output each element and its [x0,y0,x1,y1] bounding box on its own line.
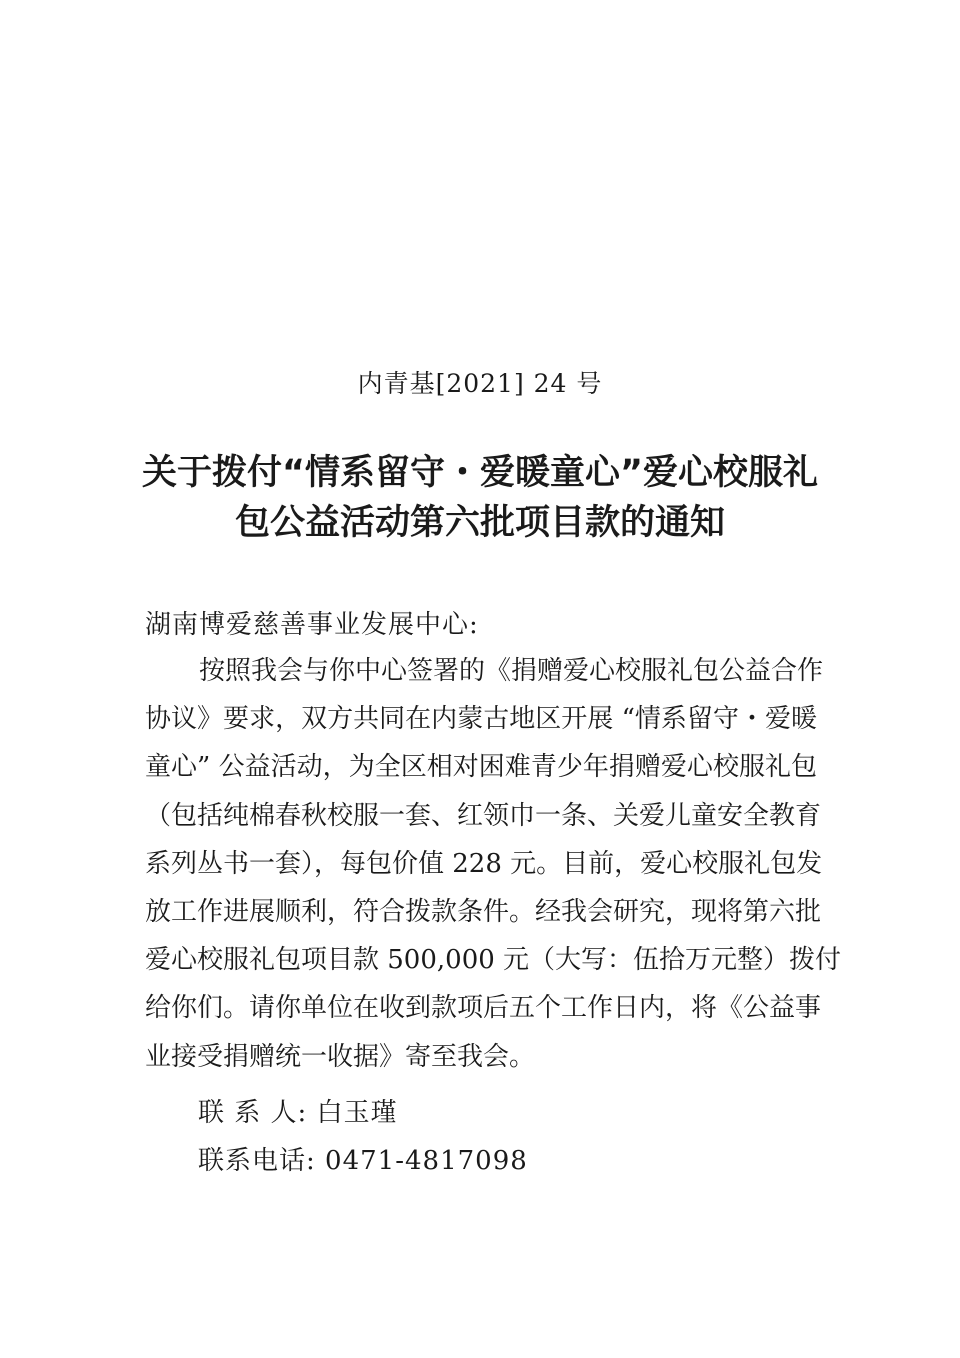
body-line-2: 协议》要求，双方共同在内蒙古地区开展 “情系留守・爱暖 [145,704,817,735]
title-line-2: 包公益活动第六批项目款的通知 [234,503,725,543]
body-text [145,654,842,1088]
body-line-9: 业接受捐赠统一收据》寄至我会。 [145,1041,536,1072]
recipient: 湖南博爱慈善事业发展中心: [145,610,479,640]
body-line-4: （包括纯棉春秋校服一套、红领巾一条、关爱儿童安全教育 [145,800,822,831]
contact-phone [198,1140,528,1177]
document-title [130,448,830,548]
contact-phone-number: 0471-4817098 [325,1146,528,1176]
body-line-6: 放工作进展顺利，符合拨款条件。经我会研究，现将第六批 [145,896,822,927]
body-line-3: 童心” 公益活动，为全区相对困难青少年捐赠爱心校服礼包 [145,752,817,783]
contact-person-label: 联 系 人: [198,1098,308,1128]
contact-phone-label: 联系电话: [198,1146,316,1176]
body-line-1: 按照我会与你中心签署的《捐赠爱心校服礼包公益合作 [199,656,824,686]
contact-person [198,1092,398,1129]
contact-person-name: 白玉瑾 [316,1098,398,1128]
body-line-8: 给你们。请你单位在收到款项后五个工作日内，将《公益事 [145,993,822,1024]
body-line-7: 爱心校服礼包项目款 500,000 元（大写：伍拾万元整）拨付 [145,945,842,976]
document-number: 内青基[2021] 24 号 [357,369,603,398]
title-line-1: 关于拨付“情系留守・爱暖童心”爱心校服礼 [141,453,818,493]
body-line-5: 系列丛书一套），每包价值 228 元。目前，爱心校服礼包发 [145,848,823,879]
